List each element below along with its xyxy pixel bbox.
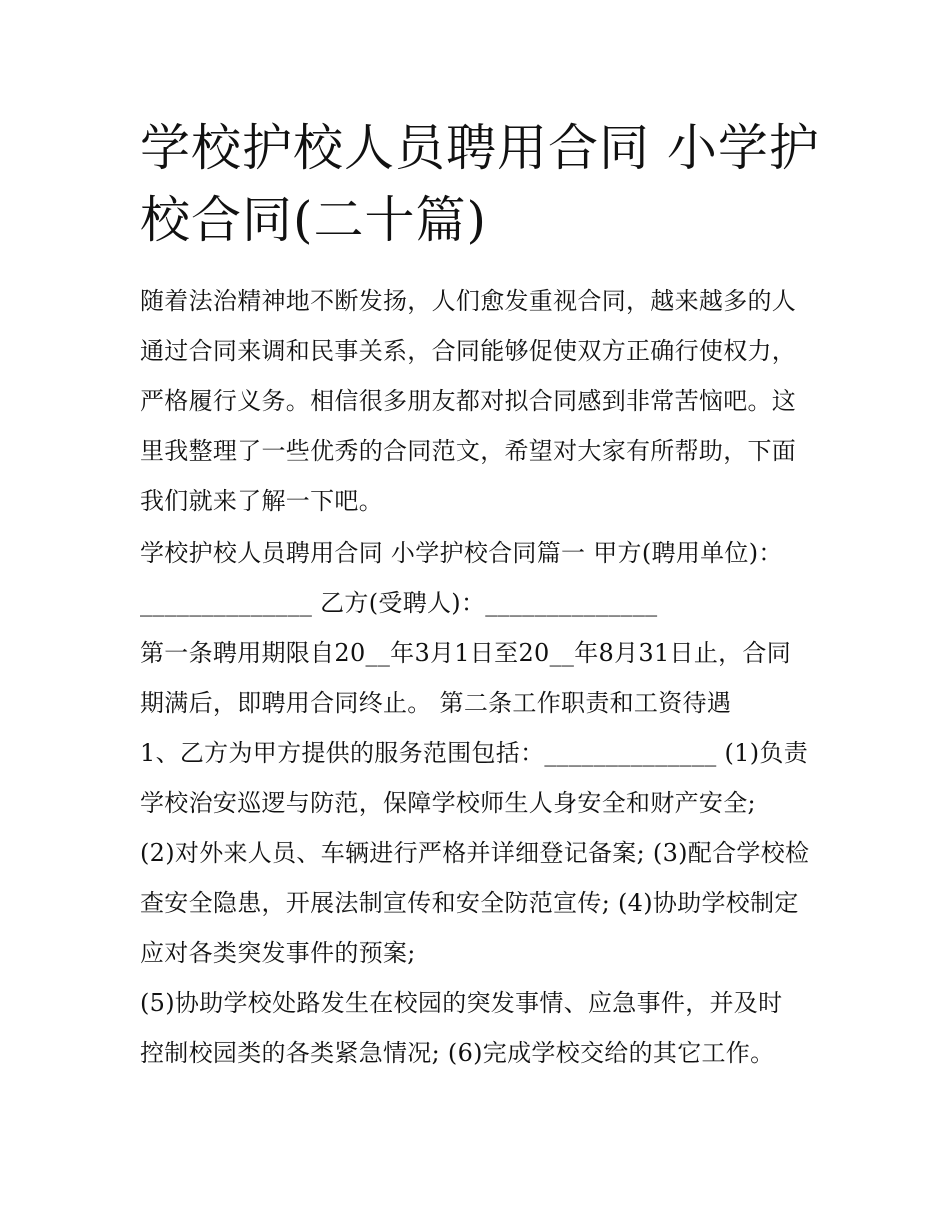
article-1-line: 期满后，即聘用合同终止。 第二条工作职责和工资待遇 <box>140 689 732 717</box>
contract-heading-line: 学校护校人员聘用合同 小学护校合同篇一 甲方(聘用单位)： <box>140 539 783 567</box>
duties-line: 1、乙方为甲方提供的服务范围包括：______________ (1)负责 <box>140 739 808 767</box>
document-title <box>140 112 830 256</box>
duties-line: (2)对外来人员、车辆进行严格并详细登记备案; (3)配合学校检 <box>140 839 810 867</box>
duties-line: 学校治安巡逻与防范，保障学校师生人身安全和财产安全; <box>140 789 756 817</box>
duties-line: 控制校园类的各类紧急情况; (6)完成学校交给的其它工作。 <box>140 1039 775 1067</box>
intro-line: 通过合同来调和民事关系，合同能够促使双方正确行使权力， <box>140 337 797 365</box>
duties-line: 应对各类突发事件的预案; <box>140 939 416 967</box>
intro-line: 里我整理了一些优秀的合同范文，希望对大家有所帮助，下面 <box>140 437 797 465</box>
intro-line: 严格履行义务。相信很多朋友都对拟合同感到非常苦恼吧。这 <box>140 387 797 415</box>
intro-paragraph <box>140 276 830 526</box>
title-line-2: 校合同(二十篇) <box>140 191 488 249</box>
duties-line: (5)协助学校处路发生在校园的突发事情、应急事件，并及时 <box>140 989 783 1017</box>
title-line-1: 学校护校人员聘用合同 小学护 <box>140 119 820 177</box>
article-1-line: 第一条聘用期限自20__年3月1日至20__年8月31日止，合同 <box>140 639 792 667</box>
contract-body <box>140 528 830 1078</box>
duties-line: 查安全隐患，开展法制宣传和安全防范宣传; (4)协助学校制定 <box>140 889 799 917</box>
party-signature-line: ______________ 乙方(受聘人)：______________ <box>140 589 658 617</box>
intro-line: 随着法治精神地不断发扬，人们愈发重视合同，越来越多的人 <box>140 287 797 315</box>
intro-line: 我们就来了解一下吧。 <box>140 487 383 515</box>
